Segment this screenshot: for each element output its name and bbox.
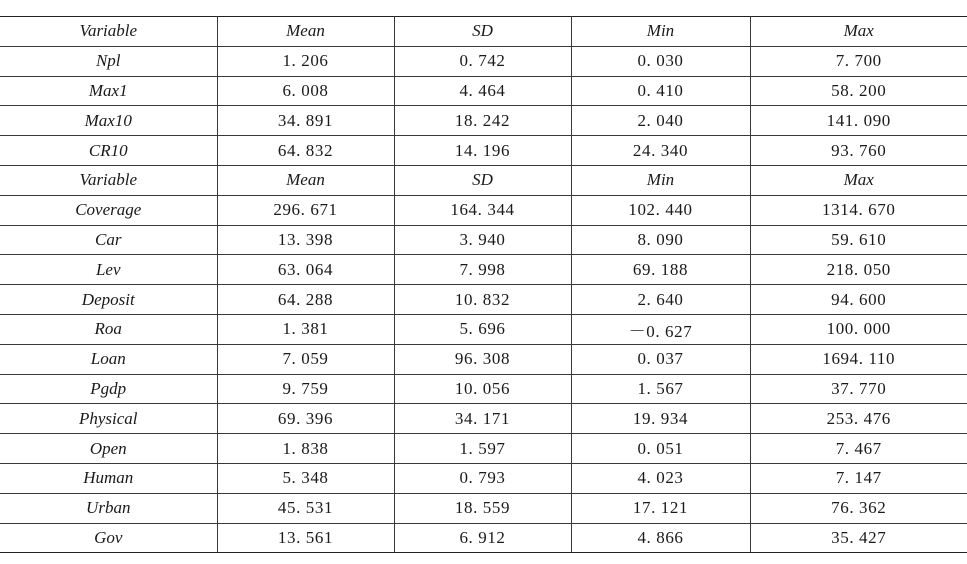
sd-cell: 164. 344 [394, 195, 571, 225]
table-row [0, 225, 967, 255]
sd-cell: 4. 464 [394, 76, 571, 106]
table-row [0, 195, 967, 225]
mean-cell: 63. 064 [217, 255, 394, 285]
mean-cell: 1. 838 [217, 434, 394, 464]
variable-cell: Max1 [0, 76, 217, 106]
table-row [0, 314, 967, 344]
table-row [0, 434, 967, 464]
max-cell: 218. 050 [750, 255, 967, 285]
table-row [0, 106, 967, 136]
sd-cell: 7. 998 [394, 255, 571, 285]
mean-cell: 6. 008 [217, 76, 394, 106]
header-min: Min [571, 17, 750, 47]
mean-cell: 296. 671 [217, 195, 394, 225]
max-cell: 35. 427 [750, 523, 967, 553]
min-cell: 17. 121 [571, 493, 750, 523]
table-row [0, 285, 967, 315]
header-sd: SD [394, 17, 571, 47]
min-cell: 4. 023 [571, 463, 750, 493]
max-cell: 1314. 670 [750, 195, 967, 225]
mean-cell: 5. 348 [217, 463, 394, 493]
mean-cell: 9. 759 [217, 374, 394, 404]
header-variable: Variable [0, 17, 217, 47]
variable-cell: Gov [0, 523, 217, 553]
variable-cell: Deposit [0, 285, 217, 315]
min-cell: 0. 030 [571, 46, 750, 76]
mean-cell: 64. 288 [217, 285, 394, 315]
sd-cell: 18. 559 [394, 493, 571, 523]
header-mean: Mean [217, 17, 394, 47]
min-cell: 0. 037 [571, 344, 750, 374]
min-cell: 0. 410 [571, 76, 750, 106]
table-row [0, 523, 967, 553]
variable-cell: Urban [0, 493, 217, 523]
sd-cell: 10. 056 [394, 374, 571, 404]
min-cell: 24. 340 [571, 136, 750, 166]
max-cell: 1694. 110 [750, 344, 967, 374]
table-row [0, 374, 967, 404]
subheader-sd: SD [394, 165, 571, 195]
sd-cell: 0. 793 [394, 463, 571, 493]
mean-cell: 34. 891 [217, 106, 394, 136]
table-row [0, 46, 967, 76]
min-cell: 19. 934 [571, 404, 750, 434]
mean-cell: 1. 206 [217, 46, 394, 76]
table-row [0, 136, 967, 166]
mean-cell: 7. 059 [217, 344, 394, 374]
max-cell: 7. 147 [750, 463, 967, 493]
variable-cell: Pgdp [0, 374, 217, 404]
max-cell: 59. 610 [750, 225, 967, 255]
variable-cell: Physical [0, 404, 217, 434]
mean-cell: 45. 531 [217, 493, 394, 523]
min-cell: 8. 090 [571, 225, 750, 255]
variable-cell: Human [0, 463, 217, 493]
sd-cell: 34. 171 [394, 404, 571, 434]
max-cell: 76. 362 [750, 493, 967, 523]
max-cell: 141. 090 [750, 106, 967, 136]
sd-cell: 5. 696 [394, 314, 571, 344]
subheader-max: Max [750, 165, 967, 195]
variable-cell: Loan [0, 344, 217, 374]
table-subheader-row [0, 165, 967, 195]
variable-cell: Npl [0, 46, 217, 76]
sd-cell: 1. 597 [394, 434, 571, 464]
variable-cell: Open [0, 434, 217, 464]
header-max: Max [750, 17, 967, 47]
sd-cell: 10. 832 [394, 285, 571, 315]
sd-cell: 96. 308 [394, 344, 571, 374]
max-cell: 7. 467 [750, 434, 967, 464]
min-cell: 102. 440 [571, 195, 750, 225]
variable-cell: Coverage [0, 195, 217, 225]
descriptive-statistics-table [0, 16, 967, 553]
max-cell: 94. 600 [750, 285, 967, 315]
mean-cell: 1. 381 [217, 314, 394, 344]
max-cell: 37. 770 [750, 374, 967, 404]
min-cell: 69. 188 [571, 255, 750, 285]
max-cell: 93. 760 [750, 136, 967, 166]
sd-cell: 3. 940 [394, 225, 571, 255]
mean-cell: 13. 398 [217, 225, 394, 255]
variable-cell: Max10 [0, 106, 217, 136]
mean-cell: 64. 832 [217, 136, 394, 166]
max-cell: 253. 476 [750, 404, 967, 434]
sd-cell: 6. 912 [394, 523, 571, 553]
max-cell: 100. 000 [750, 314, 967, 344]
subheader-variable: Variable [0, 165, 217, 195]
mean-cell: 13. 561 [217, 523, 394, 553]
table-row [0, 493, 967, 523]
max-cell: 7. 700 [750, 46, 967, 76]
min-cell: 2. 640 [571, 285, 750, 315]
min-cell: 2. 040 [571, 106, 750, 136]
variable-cell: Lev [0, 255, 217, 285]
min-cell: 0. 051 [571, 434, 750, 464]
mean-cell: 69. 396 [217, 404, 394, 434]
min-cell: 4. 866 [571, 523, 750, 553]
sd-cell: 0. 742 [394, 46, 571, 76]
table-row [0, 463, 967, 493]
variable-cell: Car [0, 225, 217, 255]
table-row [0, 344, 967, 374]
table-row [0, 76, 967, 106]
table-header-row [0, 17, 967, 47]
max-cell: 58. 200 [750, 76, 967, 106]
table-row [0, 255, 967, 285]
subheader-mean: Mean [217, 165, 394, 195]
table-row [0, 404, 967, 434]
min-cell: －0. 627 [571, 314, 750, 344]
variable-cell: Roa [0, 314, 217, 344]
subheader-min: Min [571, 165, 750, 195]
sd-cell: 18. 242 [394, 106, 571, 136]
min-cell: 1. 567 [571, 374, 750, 404]
sd-cell: 14. 196 [394, 136, 571, 166]
variable-cell: CR10 [0, 136, 217, 166]
